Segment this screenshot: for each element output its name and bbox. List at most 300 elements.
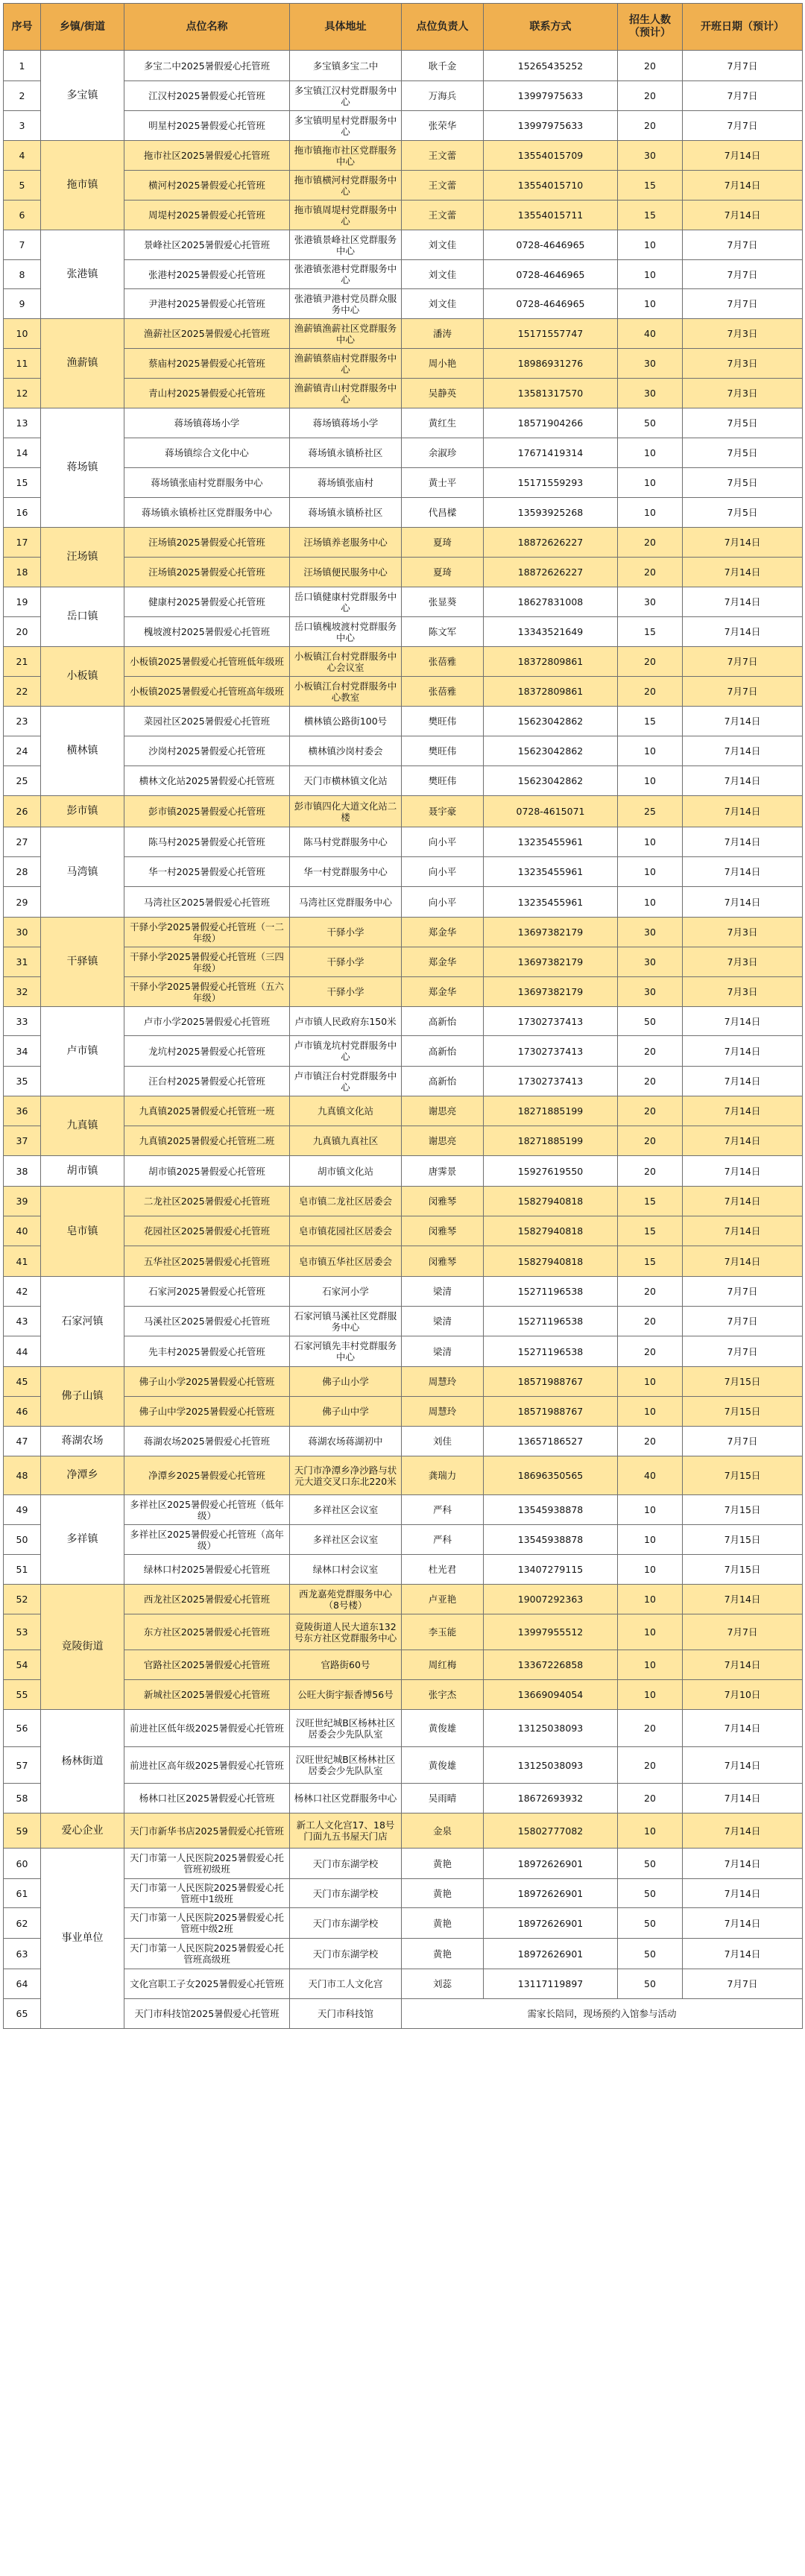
cell-site: 健康村2025暑假爱心托管班 [124,587,290,617]
cell-phone: 0728-4615071 [484,796,618,827]
cell-enrollment: 10 [618,1495,683,1525]
cell-phone: 13669094054 [484,1680,618,1710]
table-row [4,1187,803,1216]
cell-phone: 13125038093 [484,1710,618,1747]
cell-address: 卢市镇汪台村党群服务中心 [290,1067,402,1096]
cell-phone: 13343521649 [484,617,618,647]
cell-start-date: 7月7日 [683,1614,803,1650]
cell-enrollment: 30 [618,141,683,171]
cell-town: 爱心企业 [41,1813,124,1849]
cell-site: 蒋场镇张庙村党群服务中心 [124,468,290,498]
cell-site: 干驿小学2025暑假爱心托管班（五六年级） [124,977,290,1007]
cell-phone: 13235455961 [484,887,618,918]
cell-contact-person: 刘蕊 [402,1969,484,1999]
cell-index: 5 [4,171,41,201]
cell-site: 石家河2025暑假爱心托管班 [124,1277,290,1307]
cell-start-date: 7月14日 [683,796,803,827]
cell-address: 小板镇江台村党群服务中心会议室 [290,647,402,677]
cell-enrollment: 15 [618,617,683,647]
cell-phone: 13554015709 [484,141,618,171]
cell-start-date: 7月14日 [683,1784,803,1813]
cell-address: 张港镇尹港村党员群众服务中心 [290,289,402,319]
table-row [4,796,803,827]
cell-phone: 15171559293 [484,468,618,498]
table-row [4,918,803,947]
cell-address: 杨林口社区党群服务中心 [290,1784,402,1813]
cell-index: 55 [4,1680,41,1710]
cell-start-date: 7月14日 [683,1879,803,1908]
cell-phone: 18627831008 [484,587,618,617]
cell-site: 西龙社区2025暑假爱心托管班 [124,1585,290,1614]
cell-start-date: 7月7日 [683,1969,803,1999]
table-row [4,230,803,260]
cell-phone: 18372809861 [484,677,618,707]
cell-contact-person: 张蓓雅 [402,677,484,707]
cell-enrollment: 15 [618,1187,683,1216]
cell-address: 天门市东湖学校 [290,1879,402,1908]
cell-site: 龙坑村2025暑假爱心托管班 [124,1036,290,1067]
cell-town: 渔薪镇 [41,319,124,408]
cell-contact-person: 潘涛 [402,319,484,349]
cell-town: 石家河镇 [41,1277,124,1367]
enrollment-table [3,3,803,2029]
cell-phone: 18972626901 [484,1908,618,1939]
cell-index: 44 [4,1336,41,1367]
cell-site: 江汉村2025暑假爱心托管班 [124,81,290,111]
cell-start-date: 7月5日 [683,438,803,468]
cell-start-date: 7月3日 [683,319,803,349]
table-row [4,1710,803,1747]
cell-phone: 0728-4646965 [484,230,618,260]
cell-address: 官路街60号 [290,1650,402,1680]
cell-phone: 18872626227 [484,528,618,558]
cell-site: 青山村2025暑假爱心托管班 [124,379,290,408]
cell-site: 周堤村2025暑假爱心托管班 [124,201,290,230]
header-index: 序号 [4,4,41,51]
cell-enrollment: 10 [618,887,683,918]
cell-site: 文化宫职工子女2025暑假爱心托管班 [124,1969,290,1999]
cell-address: 佛子山小学 [290,1367,402,1397]
cell-start-date: 7月14日 [683,707,803,736]
cell-contact-person: 杜光君 [402,1555,484,1585]
cell-enrollment: 10 [618,468,683,498]
cell-contact-person: 刘佳 [402,1427,484,1456]
cell-contact-person: 闵雅琴 [402,1187,484,1216]
cell-site: 花园社区2025暑假爱心托管班 [124,1216,290,1246]
cell-index: 39 [4,1187,41,1216]
cell-site: 汪场镇2025暑假爱心托管班 [124,528,290,558]
cell-site: 天门市第一人民医院2025暑假爱心托管班高级班 [124,1939,290,1969]
cell-enrollment: 20 [618,1307,683,1336]
cell-phone: 13997975633 [484,81,618,111]
cell-index: 42 [4,1277,41,1307]
cell-address: 干驿小学 [290,977,402,1007]
table-row [4,1156,803,1187]
cell-contact-person: 梁清 [402,1307,484,1336]
cell-enrollment: 50 [618,1908,683,1939]
cell-contact-person: 郑金华 [402,947,484,977]
cell-contact-person: 万海兵 [402,81,484,111]
cell-index: 52 [4,1585,41,1614]
cell-contact-person: 黄艳 [402,1879,484,1908]
cell-start-date: 7月14日 [683,617,803,647]
cell-index: 56 [4,1710,41,1747]
cell-start-date: 7月10日 [683,1680,803,1710]
cell-phone: 15827940818 [484,1187,618,1216]
cell-site: 天门市第一人民医院2025暑假爱心托管班初级班 [124,1849,290,1879]
cell-town: 杨林街道 [41,1710,124,1813]
cell-site: 张港村2025暑假爱心托管班 [124,260,290,289]
cell-site: 干驿小学2025暑假爱心托管班（一二年级） [124,918,290,947]
cell-enrollment: 20 [618,81,683,111]
cell-phone: 13117119897 [484,1969,618,1999]
cell-site: 蒋场镇综合文化中心 [124,438,290,468]
cell-start-date: 7月14日 [683,1849,803,1879]
cell-start-date: 7月7日 [683,289,803,319]
cell-contact-person: 吴静英 [402,379,484,408]
cell-index: 8 [4,260,41,289]
cell-index: 22 [4,677,41,707]
cell-start-date: 7月7日 [683,1336,803,1367]
cell-site: 前进社区低年级2025暑假爱心托管班 [124,1710,290,1747]
cell-start-date: 7月14日 [683,141,803,171]
cell-address: 新工人文化宫17、18号门面九五书屋天门店 [290,1813,402,1849]
cell-phone: 13554015711 [484,201,618,230]
cell-phone: 15623042862 [484,707,618,736]
cell-contact-person: 王文蕾 [402,171,484,201]
cell-enrollment: 50 [618,1969,683,1999]
cell-town: 小板镇 [41,647,124,707]
cell-address: 蒋湖农场蒋湖初中 [290,1427,402,1456]
cell-enrollment: 20 [618,1427,683,1456]
cell-enrollment: 10 [618,260,683,289]
cell-enrollment: 30 [618,918,683,947]
cell-address: 汪场镇养老服务中心 [290,528,402,558]
cell-phone: 13554015710 [484,171,618,201]
cell-site: 胡市镇2025暑假爱心托管班 [124,1156,290,1187]
cell-address: 渔薪镇青山村党群服务中心 [290,379,402,408]
cell-contact-person: 夏琦 [402,528,484,558]
cell-enrollment: 50 [618,1879,683,1908]
cell-index: 25 [4,766,41,796]
cell-address: 九真镇文化站 [290,1096,402,1126]
cell-enrollment: 30 [618,349,683,379]
cell-start-date: 7月14日 [683,528,803,558]
cell-phone: 15171557747 [484,319,618,349]
table-row [4,1007,803,1036]
cell-address: 九真镇九真社区 [290,1126,402,1156]
cell-index: 1 [4,51,41,81]
cell-site: 干驿小学2025暑假爱心托管班（三四年级） [124,947,290,977]
cell-contact-person: 周慧玲 [402,1397,484,1427]
cell-index: 15 [4,468,41,498]
table-row [4,707,803,736]
cell-contact-person: 龚瑞力 [402,1456,484,1495]
cell-contact-person: 王文蕾 [402,141,484,171]
cell-phone: 18571904266 [484,408,618,438]
cell-index: 48 [4,1456,41,1495]
cell-town: 事业单位 [41,1849,124,2029]
cell-contact-person: 严科 [402,1525,484,1555]
cell-enrollment: 30 [618,379,683,408]
cell-enrollment: 10 [618,1555,683,1585]
cell-enrollment: 20 [618,1126,683,1156]
cell-enrollment: 10 [618,1813,683,1849]
cell-index: 38 [4,1156,41,1187]
cell-contact-person: 樊旺伟 [402,766,484,796]
cell-index: 36 [4,1096,41,1126]
table-row [4,408,803,438]
cell-address: 蒋场镇永镇桥社区 [290,438,402,468]
cell-enrollment: 20 [618,1036,683,1067]
cell-contact-person: 张荣华 [402,111,484,141]
cell-address: 皂市镇五华社区居委会 [290,1246,402,1277]
cell-site: 马湾社区2025暑假爱心托管班 [124,887,290,918]
cell-index: 3 [4,111,41,141]
cell-site: 景峰社区2025暑假爱心托管班 [124,230,290,260]
cell-site: 蒋场镇蒋场小学 [124,408,290,438]
table-body [4,51,803,2029]
cell-enrollment: 10 [618,857,683,887]
cell-enrollment: 40 [618,319,683,349]
cell-phone: 18872626227 [484,558,618,587]
table-row [4,51,803,81]
cell-site: 马溪社区2025暑假爱心托管班 [124,1307,290,1336]
cell-phone: 15271196538 [484,1277,618,1307]
cell-enrollment: 20 [618,1784,683,1813]
cell-enrollment: 10 [618,1650,683,1680]
table-row [4,647,803,677]
header-contact-person: 点位负责人 [402,4,484,51]
cell-index: 34 [4,1036,41,1067]
table-row [4,1427,803,1456]
cell-contact-person: 张蓓雅 [402,647,484,677]
cell-address: 石家河镇先丰村党群服务中心 [290,1336,402,1367]
cell-start-date: 7月15日 [683,1456,803,1495]
cell-start-date: 7月14日 [683,1036,803,1067]
cell-contact-person: 高新怡 [402,1067,484,1096]
cell-start-date: 7月14日 [683,1585,803,1614]
cell-phone: 13235455961 [484,857,618,887]
cell-enrollment: 15 [618,171,683,201]
cell-start-date: 7月7日 [683,677,803,707]
cell-contact-person: 梁清 [402,1336,484,1367]
cell-index: 46 [4,1397,41,1427]
cell-phone: 18972626901 [484,1939,618,1969]
cell-start-date: 7月14日 [683,1156,803,1187]
cell-start-date: 7月7日 [683,81,803,111]
cell-index: 63 [4,1939,41,1969]
cell-phone: 18271885199 [484,1096,618,1126]
cell-enrollment: 10 [618,1525,683,1555]
cell-enrollment: 20 [618,528,683,558]
cell-index: 7 [4,230,41,260]
cell-enrollment: 15 [618,201,683,230]
cell-index: 57 [4,1747,41,1784]
cell-enrollment: 15 [618,1216,683,1246]
cell-note: 需家长陪同，现场预约入馆参与活动 [402,1999,803,2029]
cell-start-date: 7月14日 [683,1650,803,1680]
cell-contact-person: 樊旺伟 [402,707,484,736]
cell-index: 27 [4,827,41,857]
cell-start-date: 7月14日 [683,201,803,230]
cell-start-date: 7月14日 [683,1187,803,1216]
cell-start-date: 7月7日 [683,230,803,260]
cell-phone: 15827940818 [484,1246,618,1277]
cell-index: 18 [4,558,41,587]
cell-enrollment: 20 [618,1336,683,1367]
cell-town: 横林镇 [41,707,124,796]
cell-start-date: 7月14日 [683,1813,803,1849]
cell-phone: 18696350565 [484,1456,618,1495]
cell-start-date: 7月15日 [683,1525,803,1555]
cell-town: 汪场镇 [41,528,124,587]
cell-contact-person: 张显葵 [402,587,484,617]
cell-phone: 13235455961 [484,827,618,857]
cell-contact-person: 向小平 [402,887,484,918]
cell-site: 明星村2025暑假爱心托管班 [124,111,290,141]
cell-phone: 18372809861 [484,647,618,677]
cell-phone: 18972626901 [484,1879,618,1908]
cell-phone: 0728-4646965 [484,260,618,289]
cell-phone: 18672693932 [484,1784,618,1813]
cell-site: 天门市科技馆2025暑假爱心托管班 [124,1999,290,2029]
cell-index: 41 [4,1246,41,1277]
cell-site: 九真镇2025暑假爱心托管班一班 [124,1096,290,1126]
cell-enrollment: 10 [618,289,683,319]
cell-phone: 18972626901 [484,1849,618,1879]
cell-address: 皂市镇二龙社区居委会 [290,1187,402,1216]
cell-index: 14 [4,438,41,468]
cell-site: 蒋湖农场2025暑假爱心托管班 [124,1427,290,1456]
cell-site: 九真镇2025暑假爱心托管班二班 [124,1126,290,1156]
cell-contact-person: 卢亚艳 [402,1585,484,1614]
cell-contact-person: 刘文佳 [402,230,484,260]
cell-index: 58 [4,1784,41,1813]
cell-enrollment: 10 [618,1680,683,1710]
cell-contact-person: 严科 [402,1495,484,1525]
cell-index: 45 [4,1367,41,1397]
cell-address: 陈马村党群服务中心 [290,827,402,857]
cell-site: 官路社区2025暑假爱心托管班 [124,1650,290,1680]
cell-address: 彭市镇四化大道文化站二楼 [290,796,402,827]
cell-start-date: 7月3日 [683,918,803,947]
cell-start-date: 7月14日 [683,736,803,766]
cell-site: 佛子山中学2025暑假爱心托管班 [124,1397,290,1427]
cell-address: 多宝镇多宝二中 [290,51,402,81]
table-row [4,1585,803,1614]
cell-enrollment: 10 [618,1397,683,1427]
cell-town: 岳口镇 [41,587,124,647]
cell-index: 53 [4,1614,41,1650]
cell-site: 多祥社区2025暑假爱心托管班（低年级） [124,1495,290,1525]
cell-start-date: 7月14日 [683,1246,803,1277]
cell-phone: 13545938878 [484,1525,618,1555]
cell-address: 天门市科技馆 [290,1999,402,2029]
cell-start-date: 7月14日 [683,1007,803,1036]
cell-phone: 18986931276 [484,349,618,379]
cell-phone: 17671419314 [484,438,618,468]
cell-phone: 13697382179 [484,947,618,977]
cell-phone: 15265435252 [484,51,618,81]
cell-town: 竟陵街道 [41,1585,124,1710]
cell-town: 九真镇 [41,1096,124,1156]
cell-site: 汪台村2025暑假爱心托管班 [124,1067,290,1096]
cell-town: 拖市镇 [41,141,124,230]
cell-address: 横林镇公路街100号 [290,707,402,736]
cell-address: 天门市横林镇文化站 [290,766,402,796]
cell-contact-person: 王文蕾 [402,201,484,230]
cell-phone: 18571988767 [484,1367,618,1397]
cell-index: 21 [4,647,41,677]
cell-address: 蒋场镇蒋场小学 [290,408,402,438]
cell-phone: 17302737413 [484,1067,618,1096]
cell-start-date: 7月5日 [683,498,803,528]
cell-index: 54 [4,1650,41,1680]
cell-index: 62 [4,1908,41,1939]
cell-start-date: 7月3日 [683,379,803,408]
cell-contact-person: 黄艳 [402,1908,484,1939]
cell-index: 6 [4,201,41,230]
cell-enrollment: 40 [618,1456,683,1495]
cell-address: 马湾社区党群服务中心 [290,887,402,918]
cell-address: 卢市镇人民政府东150米 [290,1007,402,1036]
cell-contact-person: 高新怡 [402,1036,484,1067]
cell-town: 净潭乡 [41,1456,124,1495]
cell-address: 卢市镇龙坑村党群服务中心 [290,1036,402,1067]
cell-enrollment: 50 [618,1849,683,1879]
cell-enrollment: 10 [618,230,683,260]
cell-town: 蒋湖农场 [41,1427,124,1456]
table-row [4,1096,803,1126]
cell-index: 12 [4,379,41,408]
cell-enrollment: 30 [618,977,683,1007]
cell-start-date: 7月3日 [683,977,803,1007]
cell-contact-person: 周慧玲 [402,1367,484,1397]
cell-start-date: 7月7日 [683,51,803,81]
cell-address: 小板镇江台村党群服务中心教室 [290,677,402,707]
table-row [4,1495,803,1525]
cell-start-date: 7月14日 [683,1096,803,1126]
cell-address: 胡市镇文化站 [290,1156,402,1187]
cell-phone: 13545938878 [484,1495,618,1525]
cell-index: 2 [4,81,41,111]
cell-start-date: 7月14日 [683,1126,803,1156]
cell-address: 西龙嘉苑党群服务中心（8号楼） [290,1585,402,1614]
cell-index: 20 [4,617,41,647]
cell-contact-person: 刘文佳 [402,289,484,319]
cell-contact-person: 谢思亮 [402,1096,484,1126]
cell-address: 蒋场镇张庙村 [290,468,402,498]
cell-start-date: 7月14日 [683,857,803,887]
cell-address: 拖市镇拖市社区党群服务中心 [290,141,402,171]
table-row [4,528,803,558]
cell-site: 佛子山小学2025暑假爱心托管班 [124,1367,290,1397]
cell-contact-person: 唐霁景 [402,1156,484,1187]
cell-town: 多祥镇 [41,1495,124,1585]
cell-address: 张港镇张港村党群服务中心 [290,260,402,289]
cell-enrollment: 10 [618,736,683,766]
cell-contact-person: 黄俊雄 [402,1710,484,1747]
cell-enrollment: 20 [618,1096,683,1126]
header-address: 具体地址 [290,4,402,51]
cell-phone: 13593925268 [484,498,618,528]
cell-contact-person: 金泉 [402,1813,484,1849]
cell-address: 拖市镇横河村党群服务中心 [290,171,402,201]
cell-index: 49 [4,1495,41,1525]
cell-start-date: 7月15日 [683,1495,803,1525]
cell-start-date: 7月14日 [683,558,803,587]
